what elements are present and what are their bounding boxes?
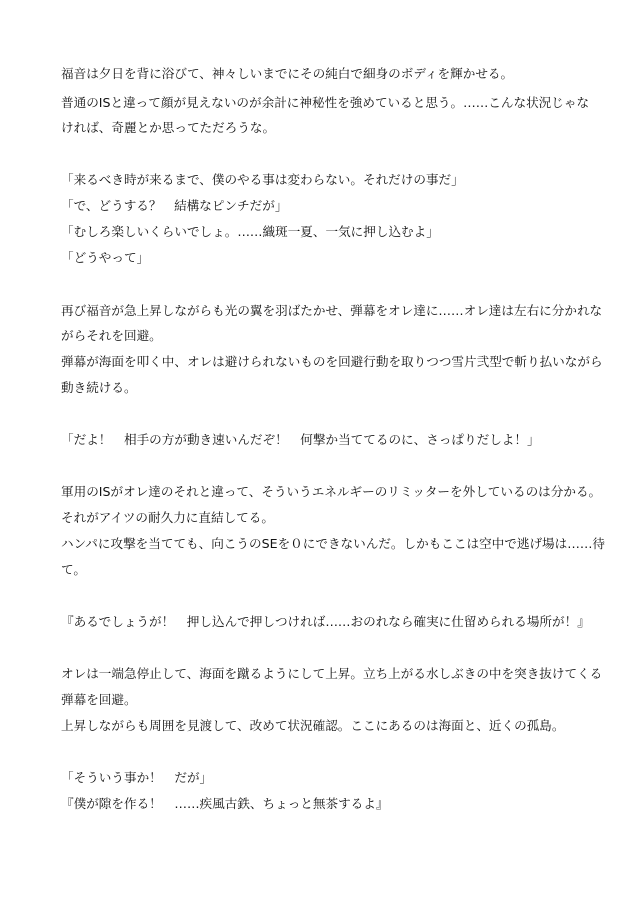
text-line: 動き続ける。: [61, 380, 137, 395]
text-line: それがアイツの耐久力に直結してる。: [61, 510, 274, 525]
text-line: 再び福音が急上昇しながらも光の翼を羽ばたかせ、弾幕をオレ達に……オレ達は左右に分かれな: [61, 303, 603, 318]
text-line: 弾幕を回避。: [61, 692, 137, 707]
text-line: がらそれを回避。: [61, 328, 162, 343]
text-line: 弾幕が海面を叩く中、オレは避けられないものを回避行動を取りつつ雪片弐型で斬り払いながら: [61, 354, 603, 369]
text-line: オレは一端急停止して、海面を蹴るようにして上昇。立ち上がる水しぶきの中を突き抜けてくる: [61, 666, 603, 681]
text-line: て。: [61, 562, 86, 577]
dialogue-line: 「だよ！ 相手の方が動き速いんだぞ！ 何撃か当ててるのに、さっぱりだしよ！」: [61, 432, 540, 447]
dialogue-line: 「そういう事か！ だが」: [61, 770, 213, 785]
text-line: 上昇しながらも周囲を見渡して、改めて状況確認。ここにあるのは海面と、近くの孤島。: [61, 718, 565, 733]
text-line: 軍用のISがオレ達のそれと違って、そういうエネルギーのリミッターを外しているのは分かる。: [61, 484, 602, 499]
text-line: 福音は夕日を背に浴びて、神々しいまでにその純白で細身のボディを輝かせる。: [61, 66, 514, 81]
dialogue-line: 「で、どうする？ 結構なピンチだが」: [61, 198, 288, 213]
dialogue-line: 『あるでしょうが！ 押し込んで押しつければ……おのれなら確実に仕留められる場所が！』: [61, 614, 590, 629]
text-line: ハンパに攻撃を当てても、向こうのSEを０にできないんだ。しかもここは空中で逃げ場は……待: [61, 536, 606, 551]
text-line: ければ、奇麗とか思ってただろうな。: [61, 120, 276, 135]
text-line: 普通のISと違って顔が見えないのが余計に神秘性を強めていると思う。……こんな状況じゃな: [61, 95, 590, 110]
dialogue-line: 「どうやって」: [61, 250, 150, 265]
dialogue-line: 『僕が隙を作る！ ……疾風古鉄、ちょっと無茶するよ』: [61, 796, 389, 811]
dialogue-line: 「むしろ楽しいくらいでしょ。……織斑一夏、一気に押し込むよ」: [61, 224, 439, 239]
dialogue-line: 「来るべき時が来るまで、僕のやる事は変わらない。それだけの事だ」: [61, 172, 464, 187]
